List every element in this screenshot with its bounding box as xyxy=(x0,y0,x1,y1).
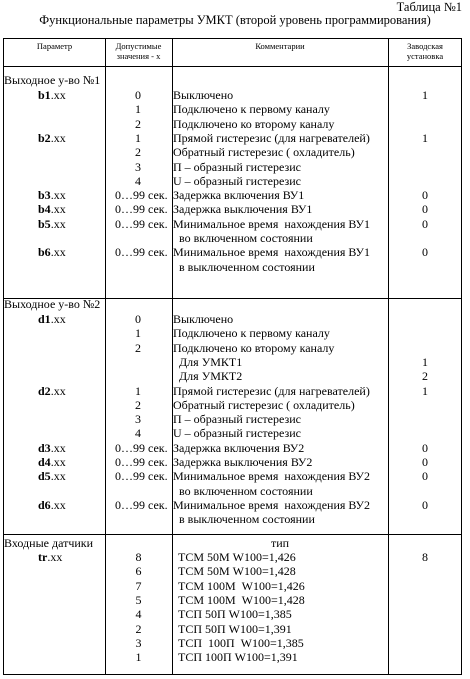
comment-text: в выключенном состоянии xyxy=(173,512,315,527)
allowed-value: 0…99 сек. xyxy=(115,440,168,455)
factory-value: 0 xyxy=(422,188,428,203)
allowed-value: 1 xyxy=(135,326,141,341)
table-number: Таблица №1 xyxy=(396,0,462,14)
allowed-value: 0 xyxy=(135,312,141,326)
allowed-value: 4 xyxy=(135,607,142,622)
allowed-value: 4 xyxy=(135,173,141,188)
param-code: b3.xx xyxy=(38,188,66,203)
section-title: Выходное у-во №2 xyxy=(4,297,101,311)
allowed-value: 0…99 сек. xyxy=(115,469,168,484)
allowed-value: 0 xyxy=(135,88,141,102)
allowed-value: 3 xyxy=(135,412,141,427)
param-code: b5.xx xyxy=(38,216,66,231)
comment-text: Для УМКТ2 xyxy=(173,369,243,384)
comment-text: Задержка включения ВУ1 xyxy=(173,188,305,203)
comment-text: Задержка выключения ВУ1 xyxy=(173,202,313,217)
sensor-type: ТСМ 50М W100=1,428 xyxy=(178,564,296,579)
allowed-value: 2 xyxy=(135,145,141,160)
allowed-value: 0…99 сек. xyxy=(115,245,168,260)
sensor-type: ТСП 100П W100=1,385 xyxy=(178,635,304,650)
sensor-type: ТСП 50П W100=1,391 xyxy=(178,621,292,636)
allowed-value: 0…99 сек. xyxy=(115,216,168,231)
allowed-value: 5 xyxy=(135,592,142,607)
allowed-value: 0…99 сек. xyxy=(115,455,168,469)
section-title: Выходное у-во №1 xyxy=(4,73,101,87)
comment-text: П – образный гистерезис xyxy=(173,412,301,427)
param-code: b6.xx xyxy=(38,245,66,260)
factory-value: 0 xyxy=(422,245,428,260)
allowed-value: 0…99 сек. xyxy=(115,202,168,217)
comment-text: Прямой гистерезис (для нагревателей) xyxy=(173,130,370,145)
sensor-type: ТСМ 100М W100=1,426 xyxy=(178,578,305,593)
allowed-value: 1 xyxy=(135,130,141,145)
param-code: b2.xx xyxy=(38,130,66,145)
allowed-value: 3 xyxy=(135,635,142,650)
comment-text: Подключено ко второму каналу xyxy=(173,116,335,131)
type-label: тип xyxy=(270,536,290,550)
comment-text: в выключенном состоянии xyxy=(173,259,315,274)
comment-text: Минимальное время нахождения ВУ1 xyxy=(173,216,370,231)
comment-text: Минимальное время нахождения ВУ2 xyxy=(173,469,370,484)
param-code: b4.xx xyxy=(38,202,66,217)
allowed-value: 1 xyxy=(135,383,141,398)
factory-value: 1 xyxy=(422,383,428,398)
header-factory: Заводская установка xyxy=(406,41,444,61)
param-code: tr.xx xyxy=(38,550,63,564)
factory-value: 1 xyxy=(422,88,428,102)
allowed-value: 2 xyxy=(135,621,142,636)
comment-text: Минимальное время нахождения ВУ2 xyxy=(173,497,370,512)
comment-text: П – образный гистерезис xyxy=(173,159,301,174)
sensor-type: ТСП 100П W100=1,391 xyxy=(178,650,298,665)
allowed-value: 7 xyxy=(135,578,142,593)
allowed-value: 3 xyxy=(135,159,141,174)
factory-value: 0 xyxy=(422,469,428,484)
allowed-value: 2 xyxy=(135,116,141,131)
header-comments: Комментарии xyxy=(255,41,305,51)
comment-text: Для УМКТ1 xyxy=(173,354,243,369)
comment-text: U – образный гистерезис xyxy=(173,426,301,441)
param-code: d2.xx xyxy=(38,383,66,398)
section-title: Входные датчики xyxy=(4,536,94,550)
allowed-value: 6 xyxy=(135,564,142,579)
parameters-table xyxy=(3,38,462,675)
factory-value: 0 xyxy=(422,497,428,512)
allowed-value: 1 xyxy=(135,650,142,665)
factory-value: 0 xyxy=(422,440,428,455)
allowed-value: 0…99 сек. xyxy=(115,497,168,512)
param-code: d4.xx xyxy=(38,455,66,469)
factory-value: 8 xyxy=(422,550,428,564)
factory-value: 1 xyxy=(422,130,428,145)
header-divider xyxy=(4,66,461,67)
param-code: d5.xx xyxy=(38,469,66,484)
allowed-value: 8 xyxy=(135,550,142,564)
comment-text: Задержка выключения ВУ2 xyxy=(173,455,313,469)
param-code: d1.xx xyxy=(38,312,66,326)
comment-text: Прямой гистерезис (для нагревателей) xyxy=(173,383,370,398)
comment-text: Обратный гистерезис ( охладитель) xyxy=(173,145,355,160)
header-param: Параметр xyxy=(36,41,73,51)
comment-text: Подключено к первому каналу xyxy=(173,102,330,117)
comment-text: Подключено к первому каналу xyxy=(173,326,330,341)
comment-text: Минимальное время нахождения ВУ1 xyxy=(173,245,370,260)
comment-text: во включенном состоянии xyxy=(173,483,313,498)
factory-value: 1 xyxy=(422,354,428,369)
comment-text: Выключено xyxy=(173,312,234,326)
section-divider xyxy=(4,534,461,535)
allowed-value: 4 xyxy=(135,426,141,441)
sensor-type: ТСМ 50М W100=1,426 xyxy=(178,550,296,564)
allowed-value: 2 xyxy=(135,340,141,355)
comment-text: Выключено xyxy=(173,88,234,102)
param-code: b1.xx xyxy=(38,88,66,102)
factory-value: 0 xyxy=(422,455,428,469)
comment-text: Подключено ко второму каналу xyxy=(173,340,335,355)
table-title: Функциональные параметры УМКТ (второй уровень программирования) xyxy=(39,13,431,27)
allowed-value: 0…99 сек. xyxy=(115,188,168,203)
sensor-type: ТСП 50П W100=1,385 xyxy=(178,607,292,622)
allowed-value: 2 xyxy=(135,397,141,412)
comment-text: во включенном состоянии xyxy=(173,231,313,245)
param-code: d6.xx xyxy=(38,497,66,512)
allowed-value: 1 xyxy=(135,102,141,117)
comment-text: Обратный гистерезис ( охладитель) xyxy=(173,397,355,412)
comment-text: U – образный гистерезис xyxy=(173,173,301,188)
param-code: d3.xx xyxy=(38,440,66,455)
sensor-type: ТСМ 100М W100=1,428 xyxy=(178,592,305,607)
factory-value: 2 xyxy=(422,369,428,384)
factory-value: 0 xyxy=(422,216,428,231)
factory-value: 0 xyxy=(422,202,428,217)
header-allowed: Допустимые значения - х xyxy=(115,41,162,61)
comment-text: Задержка включения ВУ2 xyxy=(173,440,305,455)
